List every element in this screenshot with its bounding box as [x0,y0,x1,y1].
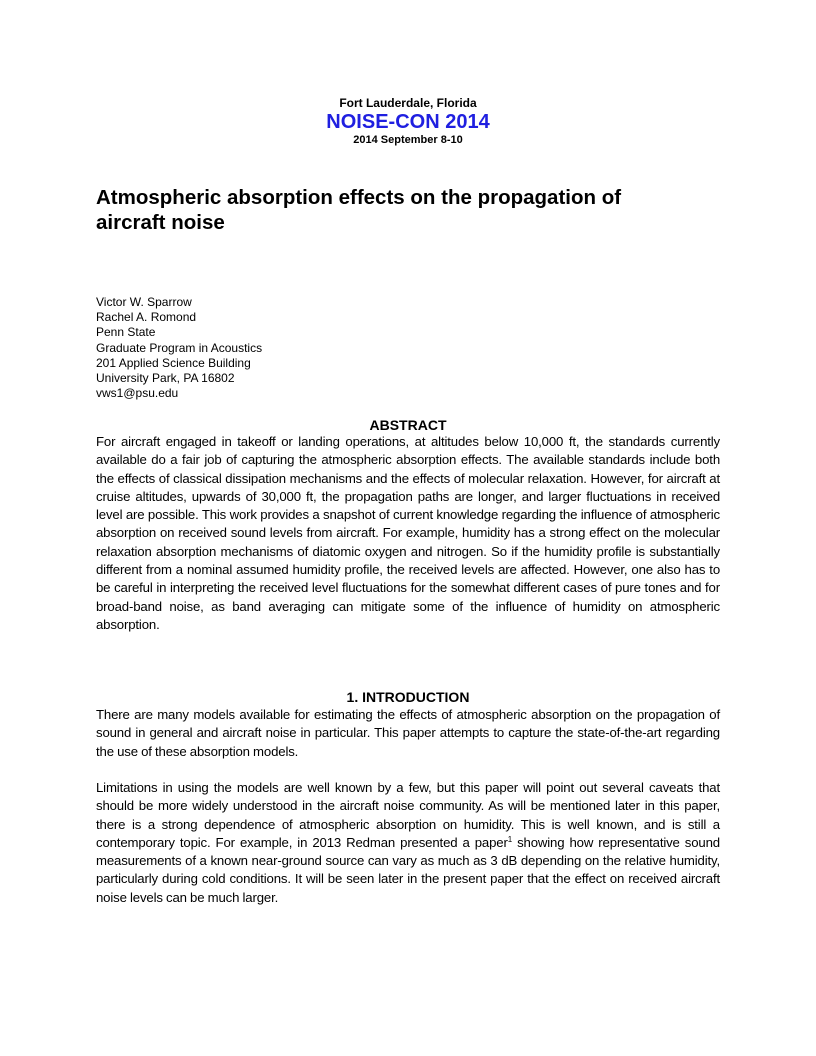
author-block [96,295,262,401]
introduction-heading: 1. INTRODUCTION [346,689,470,705]
conference-name: NOISE-CON 2014 [326,111,490,133]
conference-date: 2014 September 8-10 [353,134,463,146]
author-affiliation: Penn State [96,325,156,340]
author-address-line: University Park, PA 16802 [96,371,235,386]
paragraph-text: Limitations in using the models are well known by a few, but this paper will point out several caveats that should be more widely understood in the aircraft noise community. As will be mentioned later in this paper, there is a strong dependence of atmospheric absorption on humidity. This is well known, and is still a contemporary topic. For example, in 2013 Redman presented a paper [96,780,720,850]
author-department: Graduate Program in Acoustics [96,340,263,355]
author-email: vws1@psu.edu [96,386,179,401]
abstract-heading: ABSTRACT [369,417,447,433]
conference-location: Fort Lauderdale, Florida [339,96,477,110]
introduction-paragraph-2 [96,779,720,907]
conference-header [96,96,720,147]
author-address-line: 201 Applied Science Building [96,355,251,370]
author-name: Rachel A. Romond [96,310,197,325]
paper-title: Atmospheric absorption effects on the propagation of aircraft noise [96,186,622,234]
citation-superscript: 1 [507,834,513,844]
paragraph-text: showing how representative sound measurements of a known near-ground source can vary as much as 3 dB depending on the relative humidity, particularly during cold conditions. It will be seen later in the present paper that the effect on received aircraft noise levels can be much larger. [96,834,720,905]
introduction-paragraph-1: There are many models available for estimating the effects of atmospheric absorption on the propagation of sound in general and aircraft noise in particular. This paper attempts to capture the state-of-the-art regarding the use of these absorption models. [96,707,720,759]
author-name: Victor W. Sparrow [96,295,192,309]
abstract-text: For aircraft engaged in takeoff or landing operations, at altitudes below 10,000 ft, the standards currently available do a fair job of capturing the atmospheric absorption effects. The available standards include both the effects of classical dissipation mechanisms and the effects of molecular relaxation. However, for aircraft at cruise altitudes, upwards of 30,000 ft, the propagation paths are longer, and larger fluctuations in received level are possible. This work provides a snapshot of current knowledge regarding the influence of atmospheric absorption on received sound levels from aircraft. For example, humidity has a strong effect on the molecular relaxation absorption mechanisms of diatomic oxygen and nitrogen. So if the humidity profile is substantially different from a nominal assumed humidity profile, the received levels are affected. However, one also has to be careful in interpreting the received level fluctuations for the somewhat different cases of pure tones and for broad-band noise, as band averaging can mitigate some of the influence of humidity on atmospheric absorption. [96,434,720,632]
